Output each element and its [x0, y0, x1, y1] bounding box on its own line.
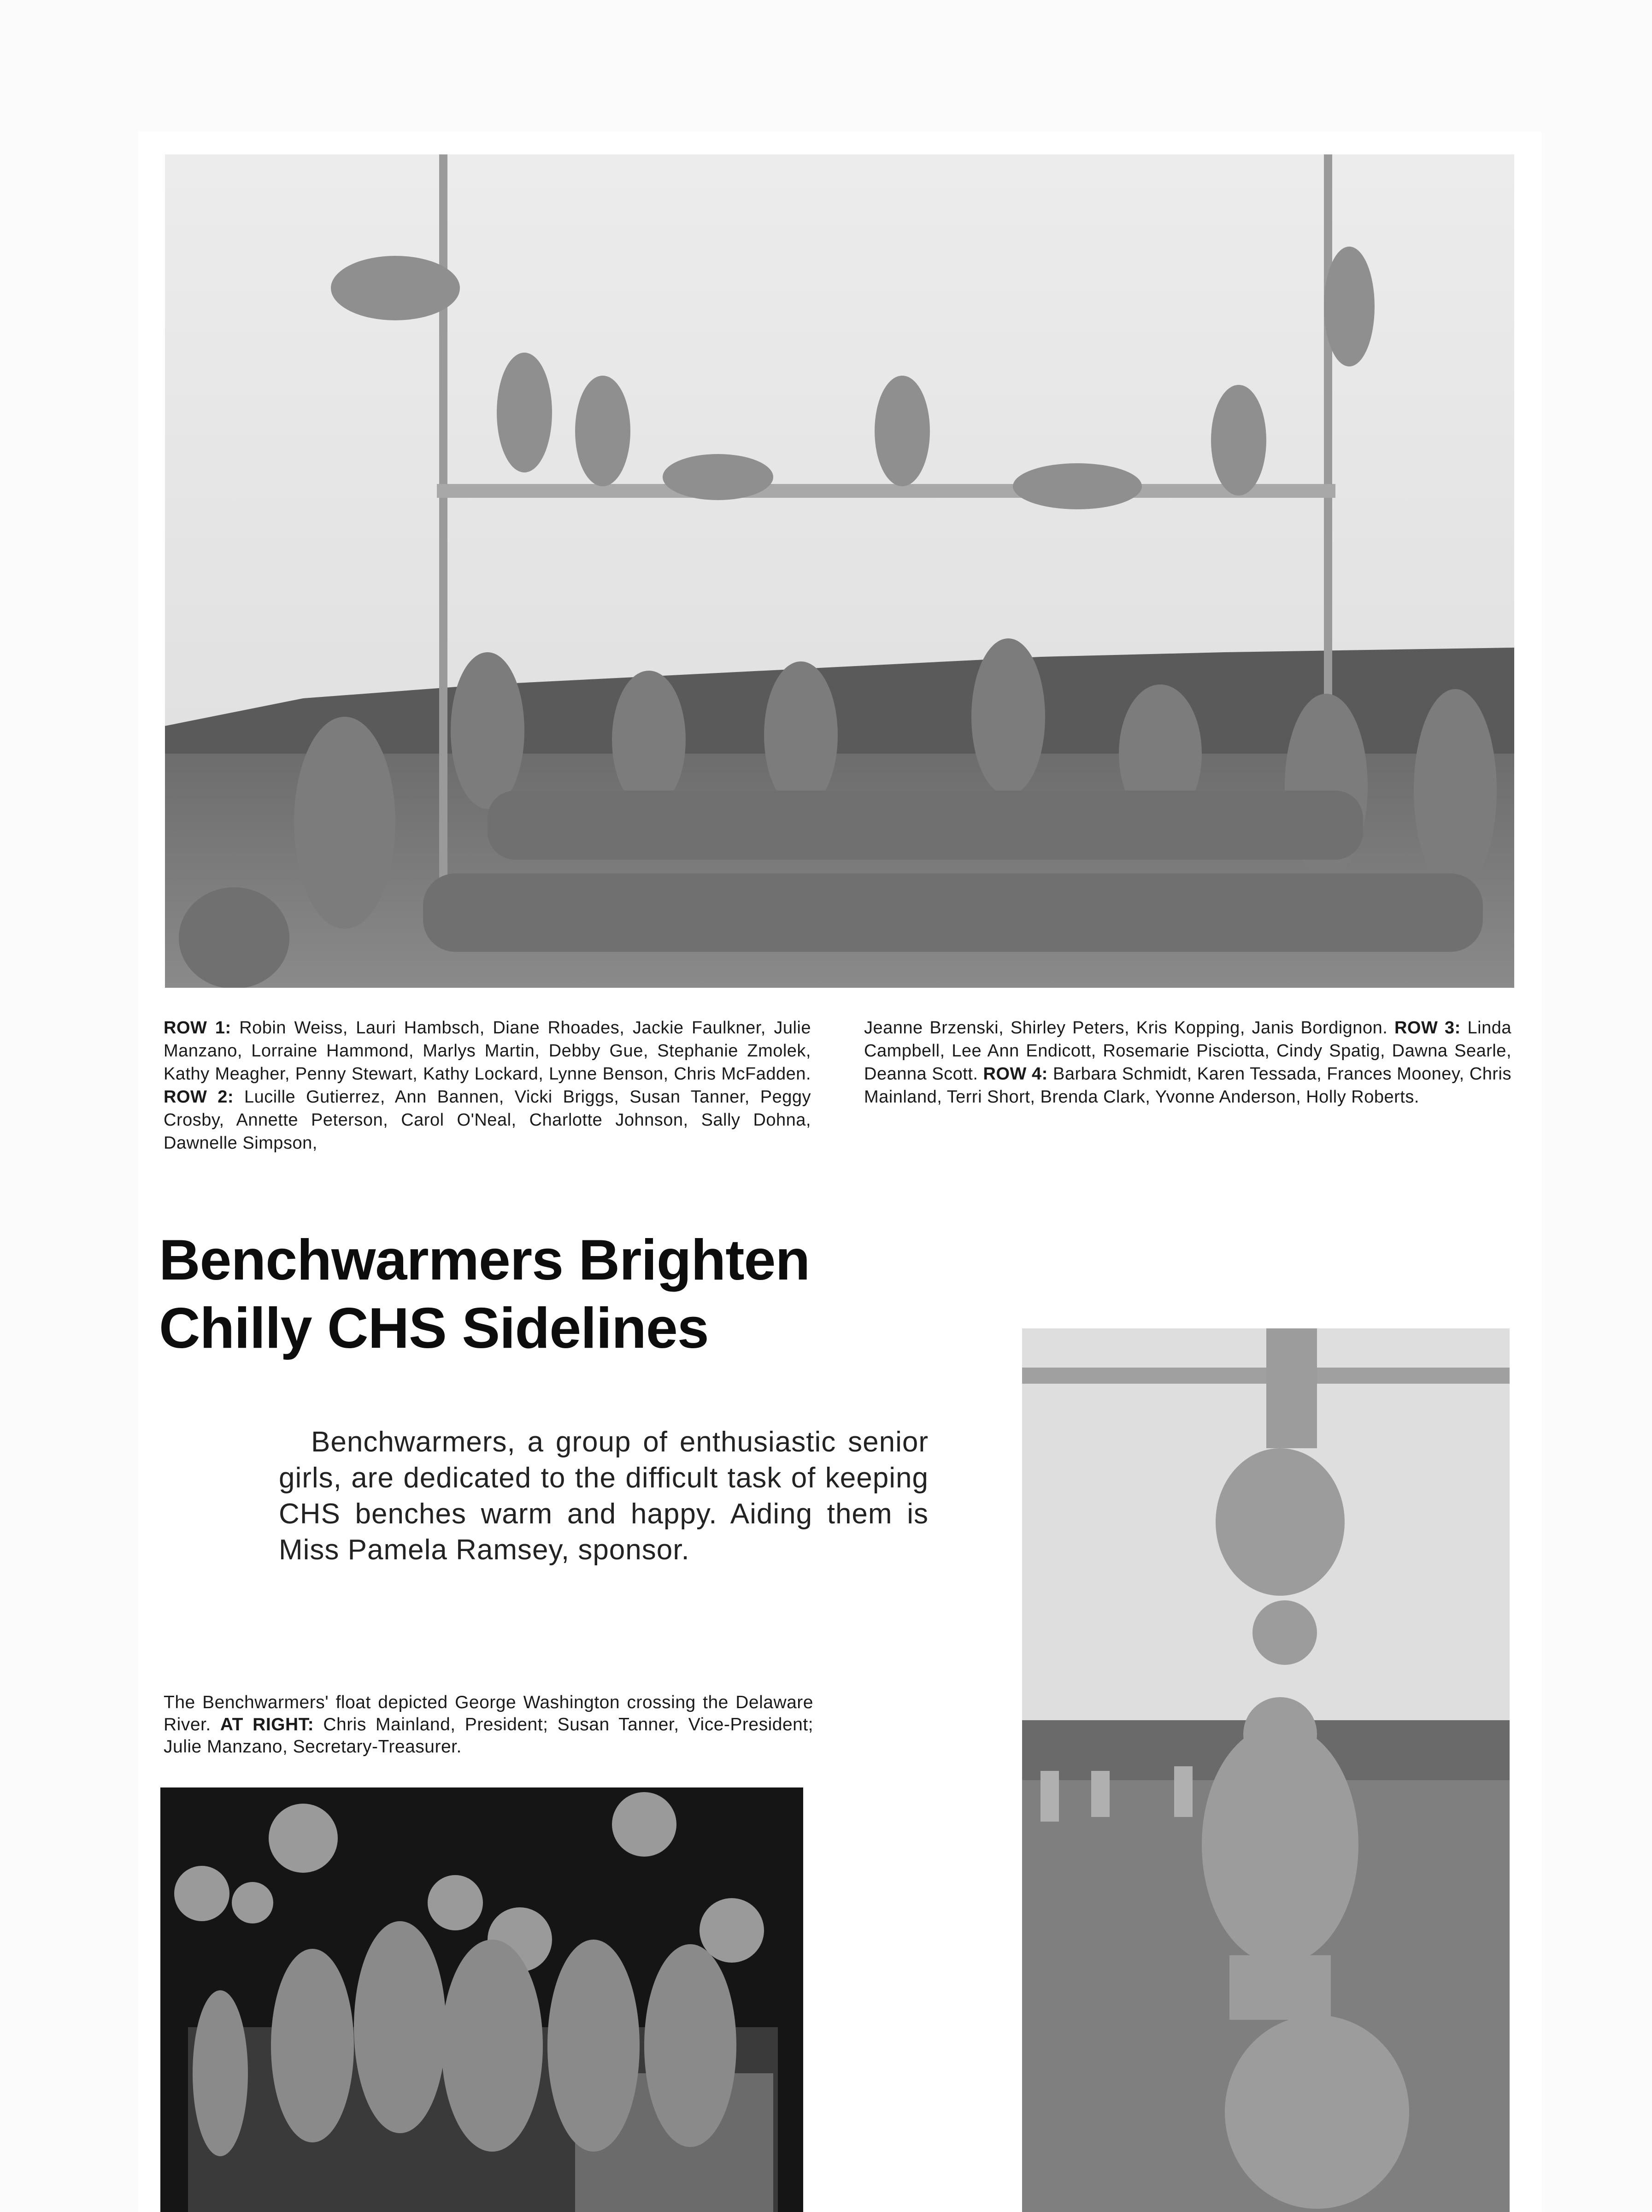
at-right-label: AT RIGHT:	[220, 1715, 314, 1734]
group-photo-goalpost	[165, 154, 1514, 988]
row3-names: Linda Campbell, Lee Ann Endicott, Rosemarie Pisciotta, Cindy Spatig, Dawna Searle, Deanna Scott.	[864, 1018, 1511, 1084]
headline-line1: Benchwarmers Brighten	[159, 1228, 810, 1292]
officers-text: Chris Mainland, President; Susan Tanner, Vice-President; Julie Manzano, Secretary-Treasurer.	[164, 1715, 813, 1757]
row2-names-continued: Jeanne Brzenski, Shirley Peters, Kris Kopping, Janis Bordignon.	[864, 1018, 1388, 1038]
intro-paragraph: Benchwarmers, a group of enthusiastic senior girls, are dedicated to the difficult task of keeping CHS benches warm and happy. Aiding them is Miss Pamela Ramsey, sponsor.	[279, 1426, 929, 1566]
row4-names: Barbara Schmidt, Karen Tessada, Frances Mooney, Chris Mainland, Terri Short, Brenda Clark, Yvonne Anderson, Holly Roberts.	[864, 1064, 1511, 1107]
row2-label: ROW 2:	[164, 1087, 234, 1107]
top-caption-left	[164, 1016, 811, 1155]
top-caption-right	[864, 1016, 1511, 1109]
headline-line2: Chilly CHS Sidelines	[159, 1297, 709, 1360]
float-photo	[160, 1787, 803, 2212]
headline	[159, 1226, 896, 1363]
float-caption-text: The Benchwarmers' float depicted George Washington crossing the Delaware River.	[164, 1693, 813, 1734]
row3-label: ROW 3:	[1394, 1018, 1461, 1038]
row2-names: Lucille Gutierrez, Ann Bannen, Vicki Briggs, Susan Tanner, Peggy Crosby, Annette Peterson, Carol O'Neal, Charlotte Johnson, Sally Dohna, Dawnelle Simpson,	[164, 1087, 811, 1153]
row4-label: ROW 4:	[983, 1064, 1048, 1084]
float-caption	[164, 1692, 813, 1758]
row1-names: Robin Weiss, Lauri Hambsch, Diane Rhoades, Jackie Faulkner, Julie Manzano, Lorraine Hammond, Marlys Martin, Debby Gue, Stephanie Zmolek, Kathy Meagher, Penny Stewart, Kathy Lockard, Lynne Benson, Chris McFadden.	[164, 1018, 811, 1084]
officers-photo	[1022, 1328, 1510, 2212]
row1-label: ROW 1:	[164, 1018, 231, 1038]
